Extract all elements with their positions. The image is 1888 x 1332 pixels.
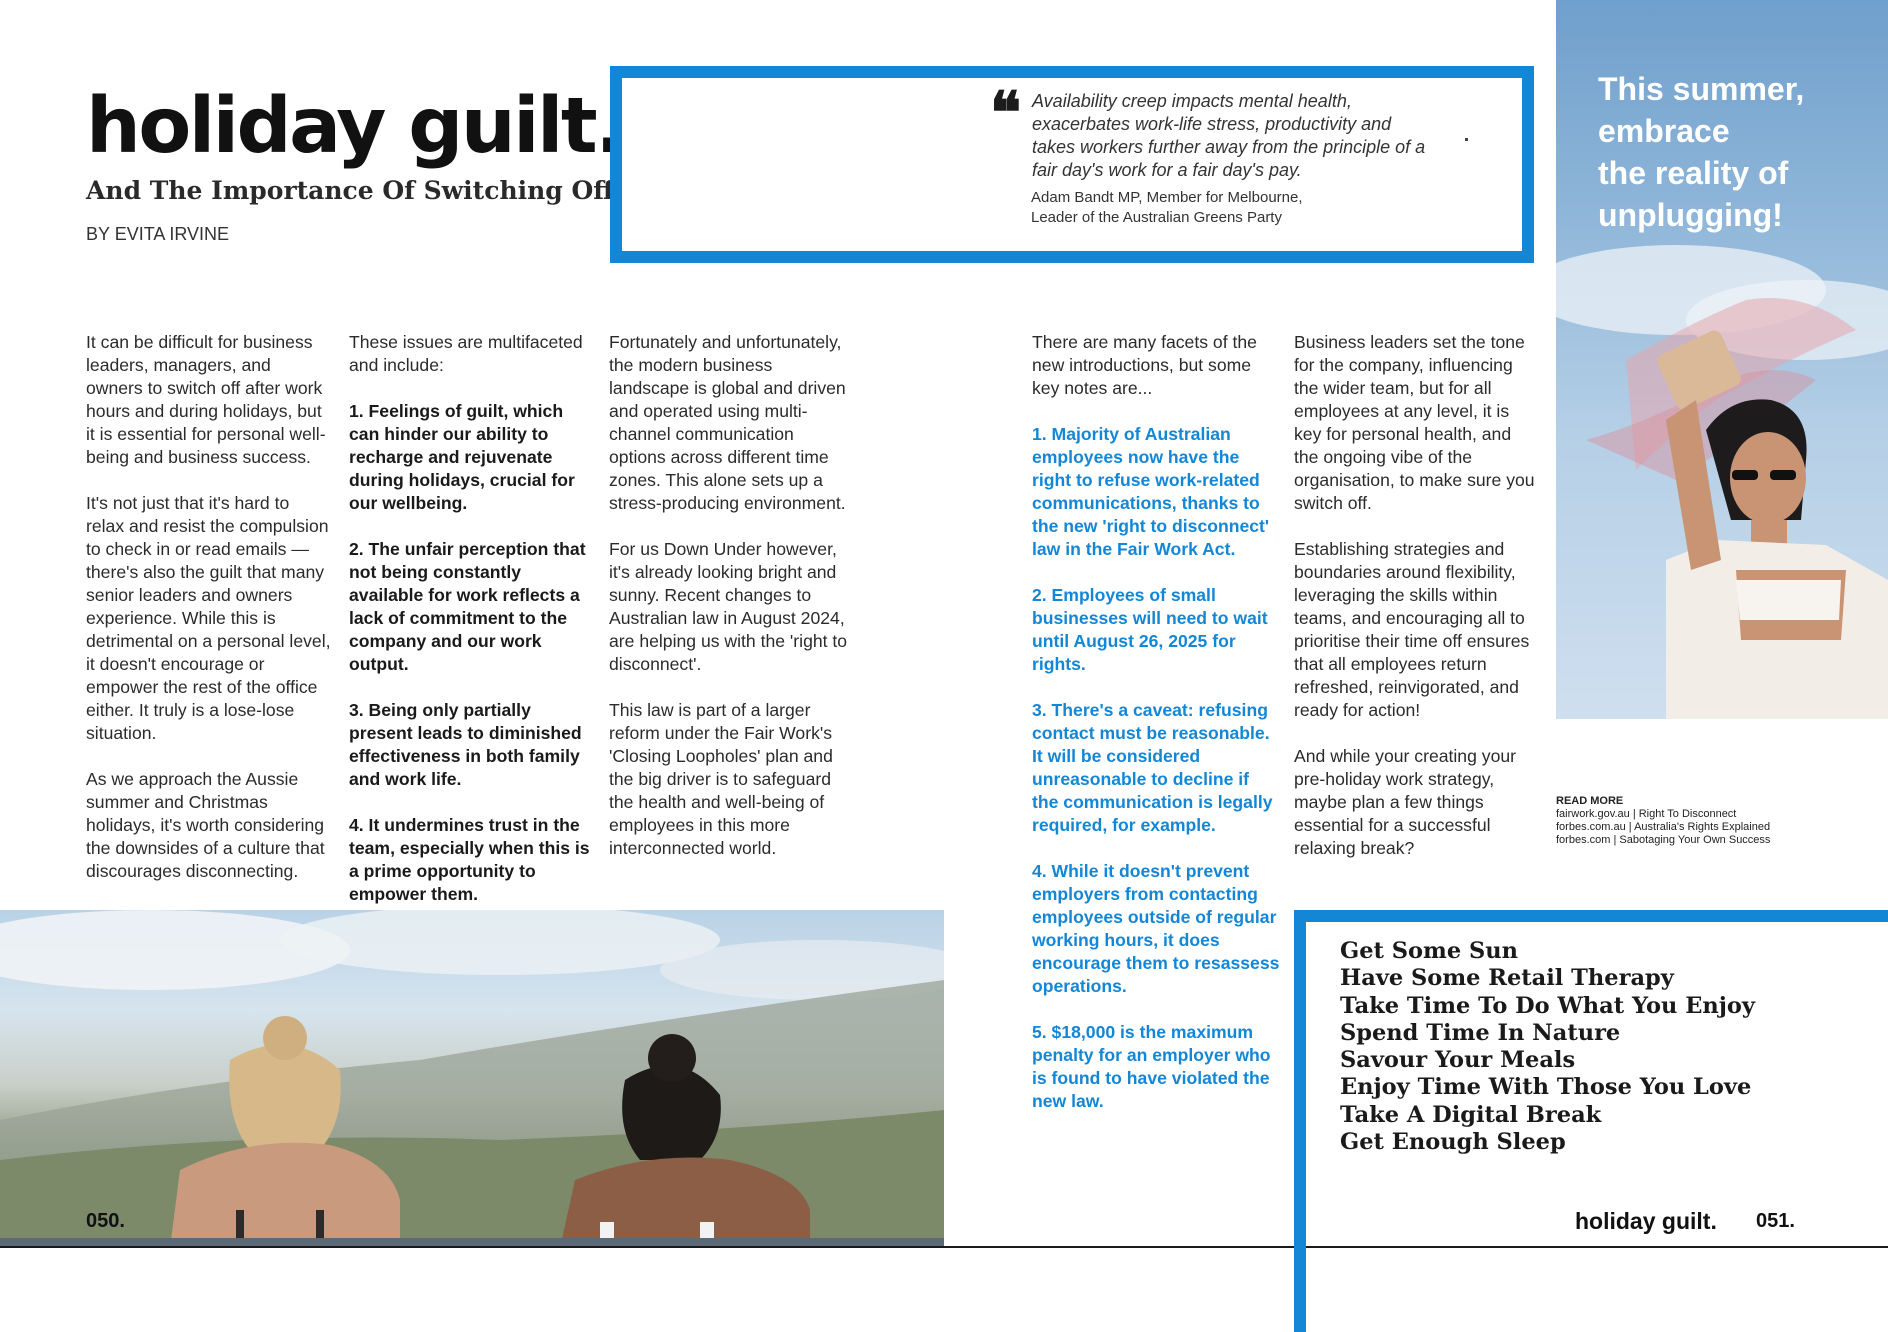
paragraph: It can be difficult for business leaders, managers, and owners to switch off after work hours and during holidays, but it is essential for personal well-being and business success. bbox=[86, 332, 326, 467]
paragraph: Fortunately and unfortunately, the modern business landscape is global and driven and operated using multi-channel communication options across different time zones. This alone sets up a stress-producing environment. bbox=[609, 332, 846, 513]
article-column-4 bbox=[1032, 331, 1280, 1136]
summer-photo bbox=[1556, 0, 1888, 719]
page-number-left: 050. bbox=[86, 1210, 125, 1232]
key-note-3: 3. There's a caveat: refusing contact must be reasonable. It will be considered unreasonable to decline if the communication is legally required, for example. bbox=[1032, 700, 1273, 835]
paragraph: This law is part of a larger reform under the Fair Work's 'Closing Loopholes' plan and the big driver is to safeguard the health and well-being of employees in this more interconnected world. bbox=[609, 700, 833, 858]
page-number-right: 051. bbox=[1756, 1210, 1795, 1232]
read-more-heading: READ MORE bbox=[1556, 795, 1624, 807]
sidebar-headline-line: embrace bbox=[1598, 113, 1730, 149]
article-column-2 bbox=[349, 331, 597, 929]
sidebar-headline bbox=[1598, 68, 1804, 236]
pullquote-text: Availability creep impacts mental health, exacerbates work-life stress, productivity and takes workers further away from the principle of a fair day's work for a fair day's pay. bbox=[1032, 91, 1426, 180]
list-item: Enjoy Time With Those You Love bbox=[1340, 1074, 1752, 1101]
decorative-dot bbox=[1465, 138, 1468, 141]
paragraph: And while your creating your pre-holiday work strategy, maybe plan a few things essential for a successful relaxing break? bbox=[1294, 746, 1516, 858]
list-item: Savour Your Meals bbox=[1340, 1047, 1576, 1074]
paragraph: For us Down Under however, it's already looking bright and sunny. Recent changes to Australian law in August 2024, are helping us with the 'right to disconnect'. bbox=[609, 539, 848, 674]
list-item: Spend Time In Nature bbox=[1340, 1019, 1621, 1046]
sidebar-headline-line: unplugging! bbox=[1598, 197, 1783, 233]
byline: BY EVITA IRVINE bbox=[86, 224, 230, 244]
read-more-block bbox=[1556, 795, 1770, 847]
key-note-5: 5. $18,000 is the maximum penalty for an employer who is found to have violated the new law. bbox=[1032, 1022, 1271, 1111]
tips-frame-horizontal bbox=[1294, 910, 1888, 922]
sidebar-headline-line: This summer, bbox=[1598, 71, 1805, 107]
article-column-5 bbox=[1294, 331, 1536, 883]
quote-mark-icon: ❝ bbox=[990, 79, 1019, 147]
issue-item-2: 2. The unfair perception that not being constantly available for work reflects a lack of commitment to the company and our work output. bbox=[349, 539, 586, 674]
issue-item-3: 3. Being only partially present leads to diminished effectiveness in both family and work life. bbox=[349, 700, 582, 789]
article-column-3 bbox=[609, 331, 854, 883]
tips-frame-vertical bbox=[1294, 910, 1306, 1332]
paragraph: Business leaders set the tone for the company, influencing the wider team, but for all employees at any level, it is key for personal health, and the ongoing vibe of the organisation, to make sure you switch off. bbox=[1294, 332, 1535, 513]
list-item: Get Some Sun bbox=[1340, 938, 1518, 964]
paragraph: As we approach the Aussie summer and Christmas holidays, it's worth considering the downsides of a culture that discourages disconnecting. bbox=[86, 769, 325, 881]
paragraph: It's not just that it's hard to relax and resist the compulsion to check in or read emails — there's also the guilt that many senior leaders and owners experience. While this is detrimental on a personal level, it doesn't encourage or empower the rest of the office either. It truly is a lose-lose situation. bbox=[86, 493, 331, 743]
key-note-2: 2. Employees of small businesses will need to wait until August 26, 2025 for rights. bbox=[1032, 585, 1268, 674]
page-title: holiday guilt. bbox=[86, 82, 622, 171]
pool-photo bbox=[0, 910, 944, 1248]
list-item: Have Some Retail Therapy bbox=[1340, 965, 1674, 992]
paragraph: These issues are multifaceted and include: bbox=[349, 332, 583, 375]
paragraph: There are many facets of the new introductions, but some key notes are... bbox=[1032, 332, 1257, 398]
issue-item-1: 1. Feelings of guilt, which can hinder our ability to recharge and rejuvenate during holidays, crucial for our wellbeing. bbox=[349, 401, 575, 513]
read-more-link[interactable]: fairwork.gov.au | Right To Disconnect bbox=[1556, 808, 1737, 820]
women-in-pool-illustration bbox=[0, 910, 944, 1248]
list-item: Take A Digital Break bbox=[1340, 1101, 1602, 1128]
key-note-4: 4. While it doesn't prevent employers from contacting employees outside of regular working hours, it does encourage them to resassess operations. bbox=[1032, 861, 1280, 996]
pullquote-author-line-2: Leader of the Australian Greens Party bbox=[1031, 208, 1282, 226]
holiday-tips-list bbox=[1340, 938, 1755, 1156]
read-more-link[interactable]: forbes.com | Sabotaging Your Own Success bbox=[1556, 834, 1771, 846]
list-item: Get Enough Sleep bbox=[1340, 1129, 1566, 1156]
list-item: Take Time To Do What You Enjoy bbox=[1340, 992, 1755, 1019]
footer-section-title: holiday guilt. bbox=[1575, 1208, 1717, 1234]
page-subtitle: And The Importance Of Switching Off bbox=[86, 176, 614, 205]
pullquote-author-line-1: Adam Bandt MP, Member for Melbourne, bbox=[1031, 189, 1303, 206]
key-note-1: 1. Majority of Australian employees now have the right to refuse work-related communications, thanks to the new 'right to disconnect' law in the Fair Work Act. bbox=[1032, 424, 1270, 559]
sidebar-headline-line: the reality of bbox=[1598, 155, 1789, 191]
pullquote-author bbox=[1031, 188, 1351, 227]
read-more-link[interactable]: forbes.com.au | Australia's Rights Explained bbox=[1556, 821, 1771, 833]
article-column-1 bbox=[86, 331, 331, 906]
paragraph: Establishing strategies and boundaries around flexibility, leveraging the skills within teams, and encouraging all to prioritise their time off ensures that all employees return refreshed, reinvigorated, and ready for action! bbox=[1294, 539, 1530, 720]
footer-rule bbox=[0, 1246, 1888, 1248]
issue-item-4: 4. It undermines trust in the team, especially when this is a prime opportunity to empower them. bbox=[349, 815, 590, 904]
